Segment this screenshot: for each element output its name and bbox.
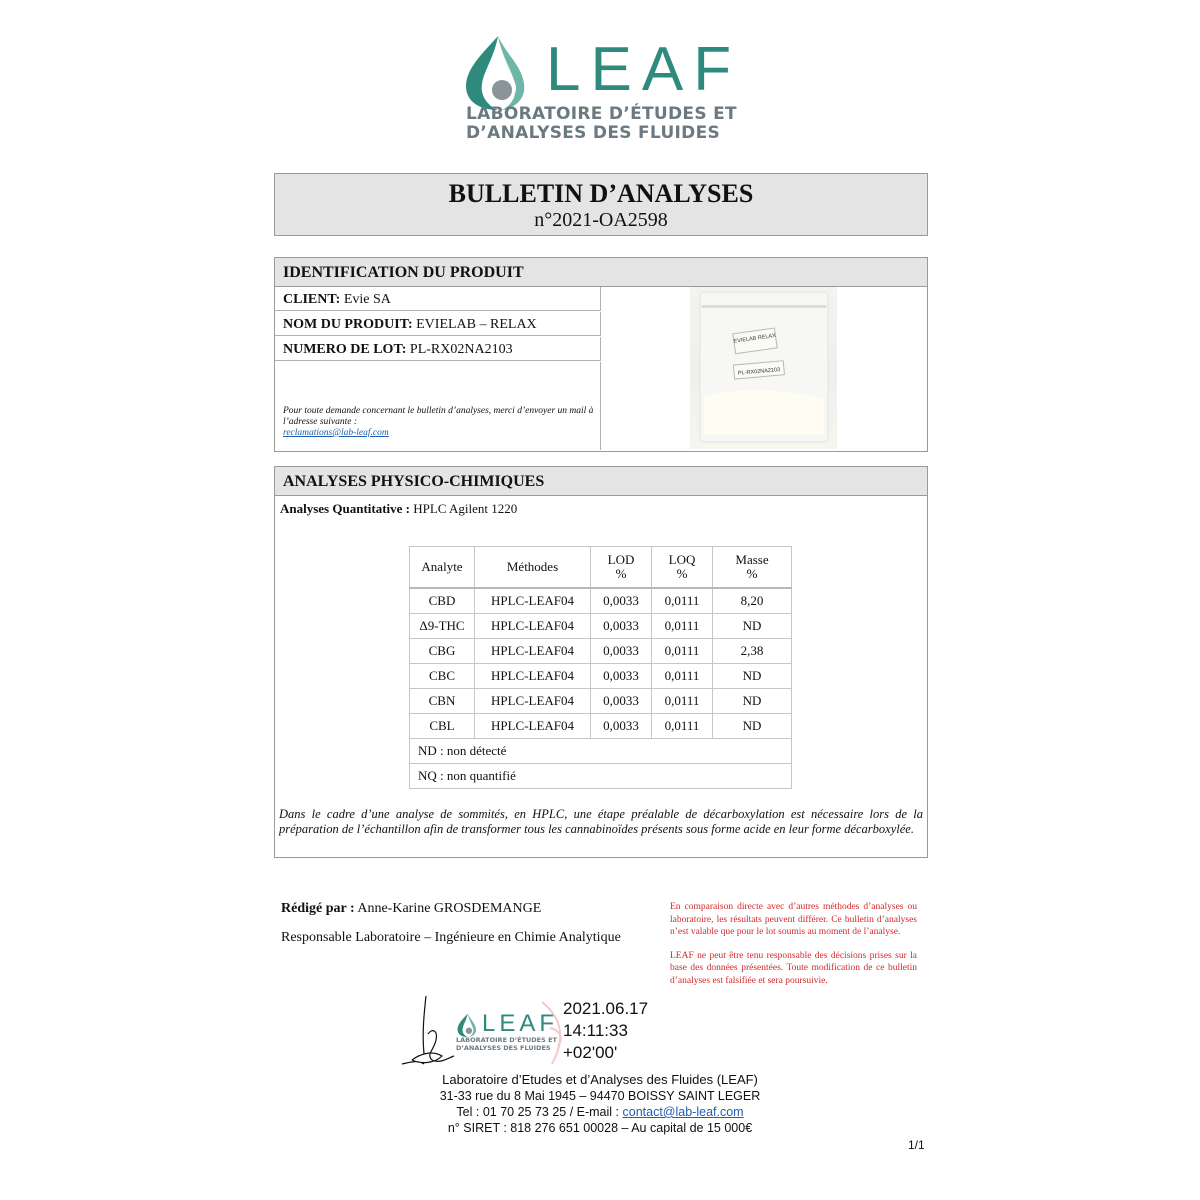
- cell-lod: 0,0033: [591, 664, 652, 689]
- author-role: Responsable Laboratoire – Ingénieure en Chimie Analytique: [281, 930, 621, 945]
- handwritten-signature-icon: [398, 994, 458, 1068]
- bulletin-title-box: [274, 173, 928, 236]
- analysis-method-value: HPLC Agilent 1220: [413, 501, 518, 516]
- client-row: [275, 287, 601, 311]
- footer-lab-name: Laboratoire d’Etudes et d’Analyses des Fluides (LEAF): [442, 1072, 758, 1087]
- legend-row-nq: [410, 764, 792, 789]
- reclamation-text: Pour toute demande concernant le bulletin d’analyses, merci d’envoyer un mail à l’adresse suivante :: [283, 406, 594, 427]
- cell-analyte: CBC: [410, 664, 475, 689]
- analysis-method-label: Analyses Quantitative :: [280, 501, 410, 516]
- table-row: [410, 689, 792, 714]
- signature-date: 2021.06.17: [563, 999, 649, 1018]
- cell-lod: 0,0033: [591, 689, 652, 714]
- cell-analyte: CBL: [410, 714, 475, 739]
- author-label: Rédigé par :: [281, 901, 355, 916]
- cell-analyte: CBG: [410, 639, 475, 664]
- product-value: EVIELAB – RELAX: [416, 317, 537, 332]
- stamp-subtitle-line1: LABORATOIRE D’ÉTUDES ET: [456, 1036, 557, 1044]
- digital-signature-timestamp: [563, 998, 648, 1064]
- cell-method: HPLC-LEAF04: [475, 614, 591, 639]
- bulletin-title: BULLETIN D’ANALYSES: [448, 179, 754, 208]
- photo-label-2: PL-RX02NA2103: [737, 367, 781, 377]
- leaf-logo-icon: [458, 32, 540, 112]
- signature-time: 14:11:33: [563, 1021, 628, 1040]
- table-row: [410, 614, 792, 639]
- col-header-loq: LOQ %: [652, 547, 713, 589]
- legend-nd: ND : non détecté: [410, 739, 792, 764]
- identification-heading: IDENTIFICATION DU PRODUIT: [275, 258, 927, 287]
- disclaimer: [670, 901, 917, 987]
- product-label: NOM DU PRODUIT:: [283, 317, 413, 332]
- lot-label: NUMERO DE LOT:: [283, 342, 407, 357]
- table-row: [410, 588, 792, 614]
- client-value: Evie SA: [343, 292, 391, 307]
- signature-timezone: +02'00': [563, 1043, 618, 1062]
- bulletin-number: n°2021-OA2598: [534, 209, 668, 231]
- cell-analyte: CBN: [410, 689, 475, 714]
- stamp-logo-icon: [455, 1012, 481, 1038]
- table-row: [410, 714, 792, 739]
- cell-masse: ND: [713, 689, 792, 714]
- cell-method: HPLC-LEAF04: [475, 689, 591, 714]
- cell-method: HPLC-LEAF04: [475, 588, 591, 614]
- cell-masse: ND: [713, 614, 792, 639]
- cell-loq: 0,0111: [652, 714, 713, 739]
- cell-masse: 2,38: [713, 639, 792, 664]
- logo-wordmark: LEAF: [546, 35, 742, 104]
- logo-subtitle-line1: LABORATOIRE D’ÉTUDES ET: [466, 104, 737, 124]
- stamp-subtitle-line2: D’ANALYSES DES FLUIDES: [456, 1043, 551, 1052]
- footer-email-link[interactable]: contact@lab-leaf.com: [622, 1105, 744, 1119]
- page-number: 1/1: [908, 1138, 925, 1152]
- analysis-method: [275, 496, 927, 517]
- lot-value: PL-RX02NA2103: [409, 342, 513, 357]
- footer-siret: n° SIRET : 818 276 651 00028 – Au capital de 15 000€: [447, 1121, 753, 1135]
- cell-masse: ND: [713, 714, 792, 739]
- table-row: [410, 639, 792, 664]
- footer-phone: Tel : 01 70 25 73 25 / E-mail :: [456, 1105, 620, 1119]
- photo-label-1: EVIELAB RELAX: [733, 332, 777, 345]
- sample-bag-image: [690, 287, 837, 449]
- col-header-masse: Masse %: [713, 547, 792, 589]
- legend-nq: NQ : non quantifié: [410, 764, 792, 789]
- logo-subtitle: [466, 105, 766, 143]
- cell-loq: 0,0111: [652, 614, 713, 639]
- col-header-analyte: Analyte: [410, 547, 475, 589]
- cell-method: HPLC-LEAF04: [475, 714, 591, 739]
- cell-loq: 0,0111: [652, 588, 713, 614]
- cell-lod: 0,0033: [591, 714, 652, 739]
- analyses-heading: ANALYSES PHYSICO-CHIMIQUES: [275, 467, 927, 496]
- cell-masse: 8,20: [713, 588, 792, 614]
- col-header-lod: LOD %: [591, 547, 652, 589]
- product-photo: [690, 287, 837, 449]
- table-header-row: [410, 547, 792, 589]
- cell-analyte: CBD: [410, 588, 475, 614]
- footer-contact: [350, 1105, 850, 1119]
- cell-lod: 0,0033: [591, 614, 652, 639]
- results-table: [409, 546, 792, 789]
- cell-loq: 0,0111: [652, 664, 713, 689]
- cell-lod: 0,0033: [591, 639, 652, 664]
- stamp-wordmark: LEAF: [482, 1010, 559, 1037]
- disclaimer-paragraph-1: En comparaison directe avec d’autres méthodes d’analyses ou laboratoire, les résultats peuvent différer. Ce bulletin d’analyses n’est valable que pour le lot soumis au moment de l’analyse.: [670, 902, 917, 937]
- lot-row: [275, 337, 601, 361]
- author-name: Anne-Karine GROSDEMANGE: [357, 901, 542, 916]
- author-line: [281, 901, 541, 917]
- cell-loq: 0,0111: [652, 639, 713, 664]
- reclamation-email-link[interactable]: reclamations@lab-leaf.com: [283, 428, 389, 438]
- col-header-methodes: Méthodes: [475, 547, 591, 589]
- cell-masse: ND: [713, 664, 792, 689]
- logo-subtitle-line2: D’ANALYSES DES FLUIDES: [466, 123, 721, 143]
- table-row: [410, 664, 792, 689]
- reclamation-note: [275, 362, 601, 450]
- cell-analyte: Δ9-THC: [410, 614, 475, 639]
- cell-lod: 0,0033: [591, 588, 652, 614]
- footer-address: 31-33 rue du 8 Mai 1945 – 94470 BOISSY SAINT LEGER: [439, 1089, 761, 1103]
- cell-loq: 0,0111: [652, 689, 713, 714]
- client-label: CLIENT:: [283, 292, 341, 307]
- decarboxylation-note: Dans le cadre d’une analyse de sommités, en HPLC, une étape préalable de décarboxylation est nécessaire lors de la préparation de l’échantillon afin de transformer tous les cannabinoïdes présents sous forme acide en leur forme décarboxylée.: [279, 807, 923, 836]
- cell-method: HPLC-LEAF04: [475, 639, 591, 664]
- legend-row-nd: [410, 739, 792, 764]
- product-row: [275, 312, 601, 336]
- disclaimer-paragraph-2: LEAF ne peut être tenu responsable des décisions prises sur la base des données présentées. Toute modification de ce bulletin d’analyses est falsifiée et sera poursuivie.: [670, 950, 917, 986]
- cell-method: HPLC-LEAF04: [475, 664, 591, 689]
